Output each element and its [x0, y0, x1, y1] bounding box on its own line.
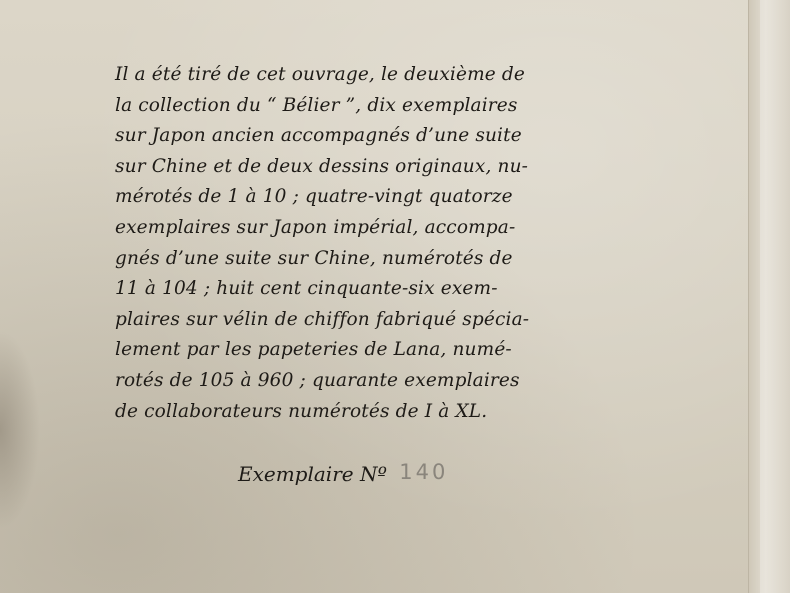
colophon-line: sur Chine et de deux dessins originaux, nu- [115, 155, 529, 177]
page-edge-highlight [760, 0, 790, 593]
copy-label: Exemplaire Nº [238, 462, 387, 486]
handwritten-copy-number: 140 [399, 460, 449, 484]
copy-number-line [238, 462, 448, 486]
colophon-line: de collaborateurs numérotés de I à XL. [115, 400, 488, 422]
colophon-line: 11 à 104 ; huit cent cinquante-six exem- [115, 278, 498, 300]
colophon-line: rotés de 105 à 960 ; quarante exemplaires [115, 369, 520, 391]
colophon-line: sur Japon ancien accompagnés d’une suite [115, 125, 522, 147]
colophon-line: la collection du “ Bélier ”, dix exemplaires [115, 94, 518, 116]
colophon-line: exemplaires sur Japon impérial, accompa- [115, 216, 516, 238]
colophon-line: mérotés de 1 à 10 ; quatre-vingt quatorze [115, 186, 513, 208]
colophon-paragraph [115, 60, 615, 427]
page-shadow [0, 330, 40, 530]
colophon-line: Il a été tiré de cet ouvrage, le deuxième de [115, 64, 525, 85]
colophon-line: gnés d’une suite sur Chine, numérotés de [115, 247, 513, 269]
colophon-line: lement par les papeteries de Lana, numé- [115, 339, 512, 361]
colophon-line: plaires sur vélin de chiffon fabriqué spécia- [115, 308, 530, 330]
